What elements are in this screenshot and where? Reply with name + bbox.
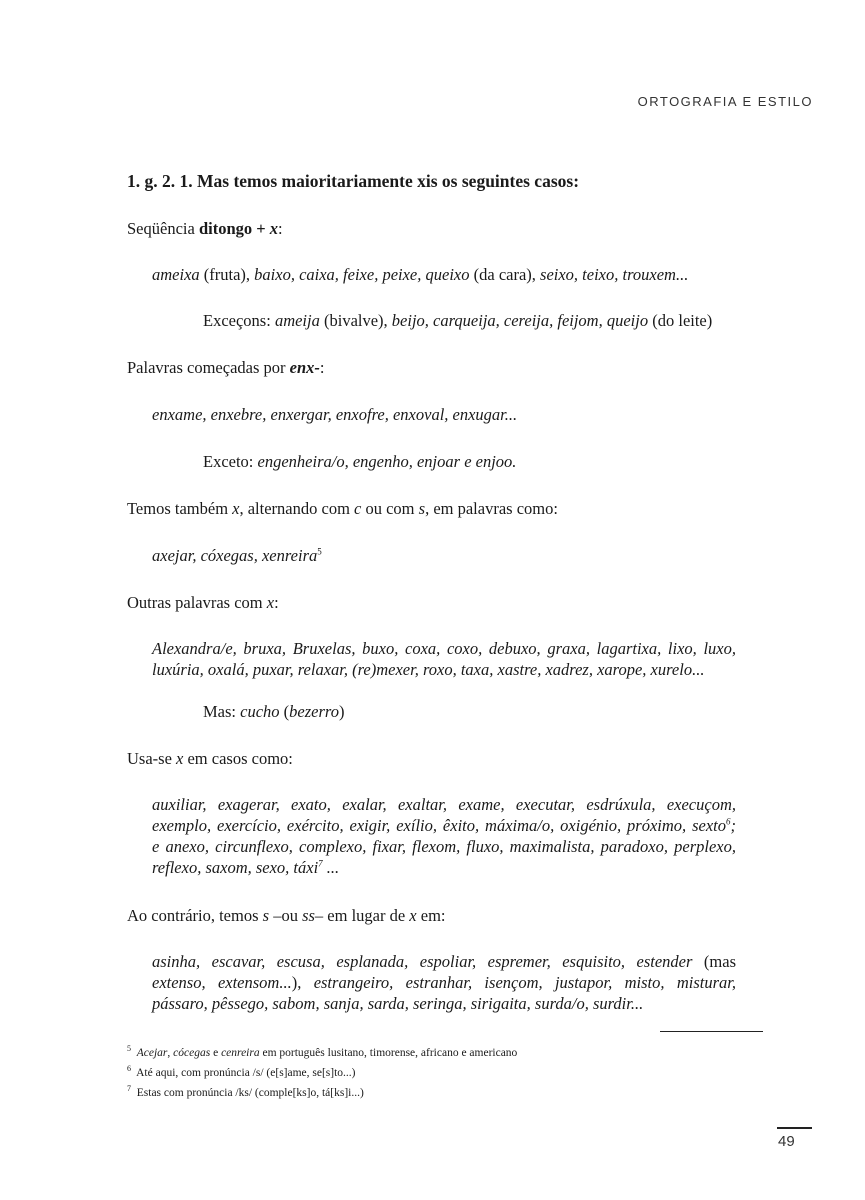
page-number: 49 [778, 1133, 795, 1150]
enx-exceptions: Exceto: engenheira/o, engenho, enjoar e enjoo. [203, 452, 517, 471]
footnote-7: $^7$ Estas com pronúncia /ks/ (comple[ks]o, tá[ks]i...) [127, 1084, 364, 1099]
section-heading: 1. g. 2. 1. Mas temos maioritariamente xis os seguintes casos: [127, 171, 580, 191]
page-number-rule [777, 1127, 812, 1129]
footnote-ref-7: 7 [318, 858, 323, 869]
other-words-rule: Outras palavras com x: [127, 593, 279, 612]
footnote-ref-6: 6 [726, 816, 731, 827]
running-header: ORTOGRAFIA E ESTILO [637, 94, 813, 109]
footnote-ref-5: 5 [317, 546, 322, 557]
enx-rule: Palavras começadas por enx-: [127, 358, 325, 377]
footnote-6: $^6$ Até aqui, com pronúncia /s/ (e[s]ame, se[s]to...) [127, 1064, 356, 1079]
x-usage-rule: Usa-se x em casos como: [127, 749, 293, 768]
x-usage-examples: auxiliar, exagerar, exato, exalar, exaltar, exame, executar, esdrúxula, execuçom, exemplo, exercício, exército, exigir, exílio, êxito, máxima/o, oxigénio, próximo, sexto$^6$; e anexo, circunflexo, complexo, fixar, flexom, fluxo, maximalista, paradoxo, perplexo, reflexo, saxom, sexo, táxi$^7$ ... [152, 795, 736, 877]
footnote-separator [660, 1031, 763, 1032]
enx-examples: enxame, enxebre, enxergar, enxofre, enxoval, enxugar... [152, 405, 518, 424]
other-words-but: Mas: cucho (bezerro) [203, 702, 345, 721]
alternation-examples: axejar, cóxegas, xenreira$^5$ [152, 546, 322, 565]
footnote-5: $^5$ Acejar, cócegas e cenreira em português lusitano, timorense, africano e americano [127, 1044, 518, 1059]
diphthong-examples: ameixa (fruta), baixo, caixa, feixe, peixe, queixo (da cara), seixo, teixo, trouxem... [152, 265, 689, 284]
other-words-examples: Alexandra/e, bruxa, Bruxelas, buxo, coxa, coxo, debuxo, graxa, lagartixa, lixo, luxo, luxúria, oxalá, puxar, relaxar, (re)mexer, roxo, taxa, xastre, xadrez, xarope, xurelo... [152, 639, 736, 679]
alternation-rule: Temos também x, alternando com c ou com s, em palavras como: [127, 499, 558, 518]
s-instead-examples: asinha, escavar, escusa, esplanada, espoliar, espremer, esquisito, estender (mas extenso, extensom...), estrangeiro, estranhar, isençom, justapor, misto, misturar, pássaro, pêssego, sabom, sanja, sarda, seringa, sirigaita, surda/o, surdir... [152, 952, 736, 1013]
diphthong-exceptions: Exceçons: ameija (bivalve), beijo, carqueija, cereija, feijom, queijo (do leite) [203, 311, 713, 330]
s-instead-rule: Ao contrário, temos s –ou ss– em lugar de x em: [127, 906, 446, 925]
diphthong-rule: Seqüência ditongo + x: [127, 219, 283, 238]
